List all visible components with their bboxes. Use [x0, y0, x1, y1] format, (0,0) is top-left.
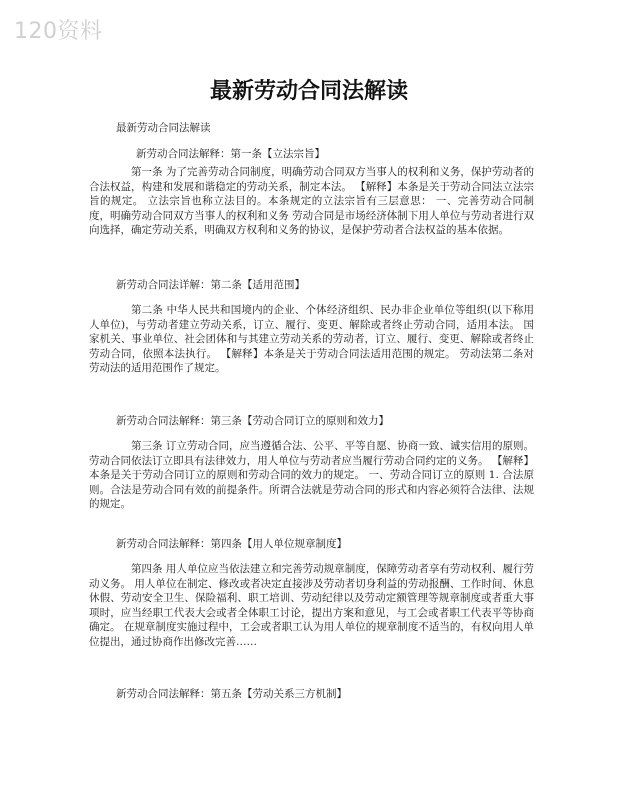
section-heading-2: 新劳动合同法详解：第二条【适用范围】: [116, 279, 305, 291]
section-body-3: 第三条 订立劳动合同，应当遵循合法、公平、平等自愿、协商一致、诚实信用的原则。 劳动合同依法订立即具有法律效力，用人单位与劳动者应当履行劳动合同约定的义务。 【解释】本条是关于劳动合同订立的原则和劳动合同的效力的规定。 一、劳动合同订立的原则 1. 合法原则。合法是劳动合同有效的前提条件。所谓合法就是劳动合同的形式和内容必须符合法律、法规的规定。: [89, 440, 534, 510]
section-body-4: 第四条 用人单位应当依法建立和完善劳动规章制度，保障劳动者享有劳动权利、履行劳动义务。 用人单位在制定、修改或者决定直接涉及劳动者切身利益的劳动报酬、工作时间、休息休假、劳动安全卫生、保险福利、职工培训、劳动纪律以及劳动定额管理等规章制度或者重大事项时，应当经职工代表大会或者全体职工讨论，提出方案和意见，与工会或者职工代表平等协商确定。 在规章制度实施过程中，工会或者职工认为用人单位的规章制度不适当的，有权向用人单位提出，通过协商作出修改完善……: [89, 563, 534, 648]
document-subtitle: 最新劳动合同法解读: [116, 122, 211, 134]
section-heading-5: 新劳动合同法解释：第五条【劳动关系三方机制】: [116, 688, 347, 700]
section-heading-4: 新劳动合同法解释：第四条【用人单位规章制度】: [116, 538, 347, 550]
watermark: 120资料: [14, 19, 103, 44]
section-heading-1: 新劳动合同法解释：第一条【立法宗旨】: [136, 148, 325, 160]
section-body-2: 第二条 中华人民共和国境内的企业、个体经济组织、民办非企业单位等组织(以下称用人单位)，与劳动者建立劳动关系，订立、履行、变更、解除或者终止劳动合同，适用本法。 国家机关、事业单位、社会团体和与其建立劳动关系的劳动者，订立、履行、变更、解除或者终止劳动合同，依照本法执行。 【解释】本条是关于劳动合同法适用范围的规定。 劳动法第二条对劳动法的适用范围作了规定。: [89, 304, 534, 374]
section-heading-3: 新劳动合同法解释：第三条【劳动合同订立的原则和效力】: [116, 415, 389, 427]
section-body-1: 第一条 为了完善劳动合同制度，明确劳动合同双方当事人的权利和义务，保护劳动者的合法权益，构建和发展和谐稳定的劳动关系，制定本法。 【解释】本条是关于劳动合同法立法宗旨的规定。 立法宗旨也称立法目的。本条规定的立法宗旨有三层意思： 一、完善劳动合同制度，明确劳动合同双方当事人的权利和义务 劳动合同是市场经济体制下用人单位与劳动者进行双向选择，确定劳动关系，明确双方权利和义务的协议，是保护劳动者合法权益的基本依据。: [89, 166, 534, 236]
page-title: 最新劳动合同法解读: [209, 79, 408, 104]
